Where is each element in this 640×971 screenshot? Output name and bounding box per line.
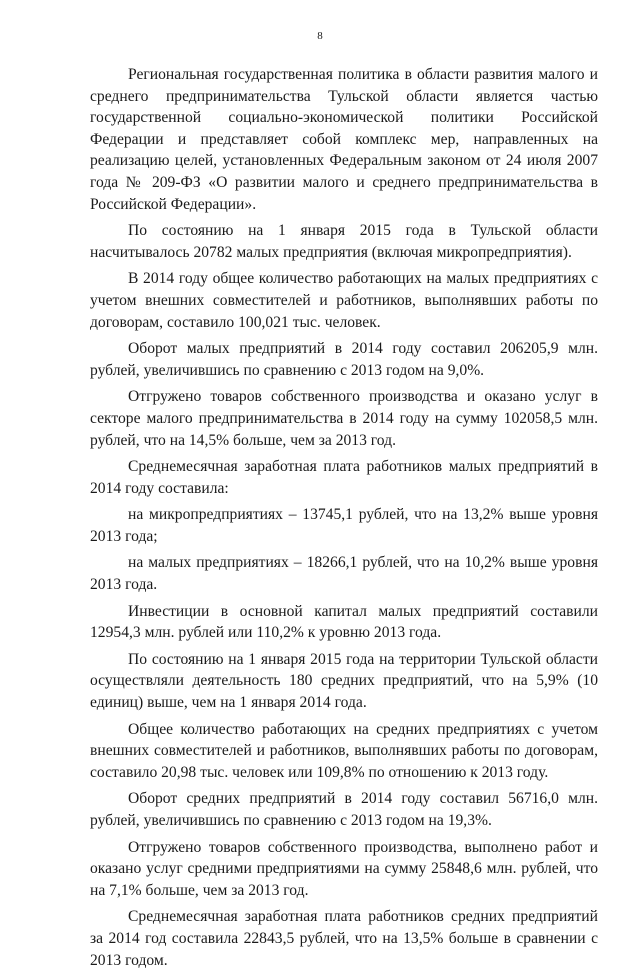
paragraph-small-salary-intro: Среднемесячная заработная плата работников малых предприятий в 2014 году составила: [90, 458, 598, 497]
paragraph-medium-turnover: Оборот средних предприятий в 2014 году составил 56716,0 млн. рублей, увеличившись по сравнению с 2013 годом на 19,3%. [90, 790, 598, 829]
paragraph-salary-small: на малых предприятиях – 18266,1 рублей, что на 10,2% выше уровня 2013 года. [90, 554, 598, 594]
paragraph-medium-enterprises-count: По состоянию на 1 января 2015 года на территории Тульской области осуществляли деятельность 180 средних предприятий, что на 5,9% (10 единиц) выше, чем на 1 января 2014 года. [90, 650, 598, 712]
paragraph-medium-employment: Общее количество работающих на средних предприятиях с учетом внешних совместителей и работников, выполнявших работы по договорам, составило 20,98 тыс. человек или 109,8% по отношению к 2013 году. [90, 720, 598, 781]
paragraph-small-employment: В 2014 году общее количество работающих на малых предприятиях с учетом внешних совместителей и работников, выполнявших работы по договорам, составило 100,021 тыс. человек. [90, 270, 598, 331]
paragraph-salary-micro: на микропредприятиях – 13745,1 рублей, что на 13,2% выше уровня 2013 года; [90, 506, 598, 545]
paragraph-regional-policy: Региональная государственная политика в области развития малого и среднего предпринимательства Тульской области является частью государственной социально-экономической политики Российской Федерации и представляет собой комплекс мер, направленных на реализацию целей, установленных Федеральным законом от 24 июля 2007 года № 209-ФЗ «О развитии малого и среднего предпринимательства в Российской Федерации». [90, 66, 598, 213]
paragraph-small-enterprises-count: По состоянию на 1 января 2015 года в Тульской области насчитывалось 20782 малых предприятия (включая микропредприятия). [90, 222, 598, 261]
paragraph-medium-shipped-goods: Отгружено товаров собственного производства, выполнено работ и оказано услуг средними предприятиями на сумму 25848,6 млн. рублей, что на 7,1% больше, чем за 2013 год. [90, 838, 598, 899]
document-body [90, 64, 598, 971]
paragraph-small-investments: Инвестиции в основной капитал малых предприятий составили 12954,3 млн. рублей или 110,2% к уровню 2013 года. [90, 602, 598, 642]
paragraph-small-turnover: Оборот малых предприятий в 2014 году составил 206205,9 млн. рублей, увеличившись по сравнению с 2013 годом на 9,0%. [90, 340, 598, 379]
page-number: 8 [317, 30, 323, 42]
paragraph-small-shipped-goods: Отгружено товаров собственного производства и оказано услуг в секторе малого предпринимательства в 2014 году на сумму 102058,5 млн. рублей, что на 14,5% больше, чем за 2013 год. [90, 388, 598, 449]
paragraph-medium-salary: Среднемесячная заработная плата работников средних предприятий за 2014 год составила 22843,5 рублей, что на 13,5% больше в сравнении с 2013 годом. [90, 908, 598, 969]
